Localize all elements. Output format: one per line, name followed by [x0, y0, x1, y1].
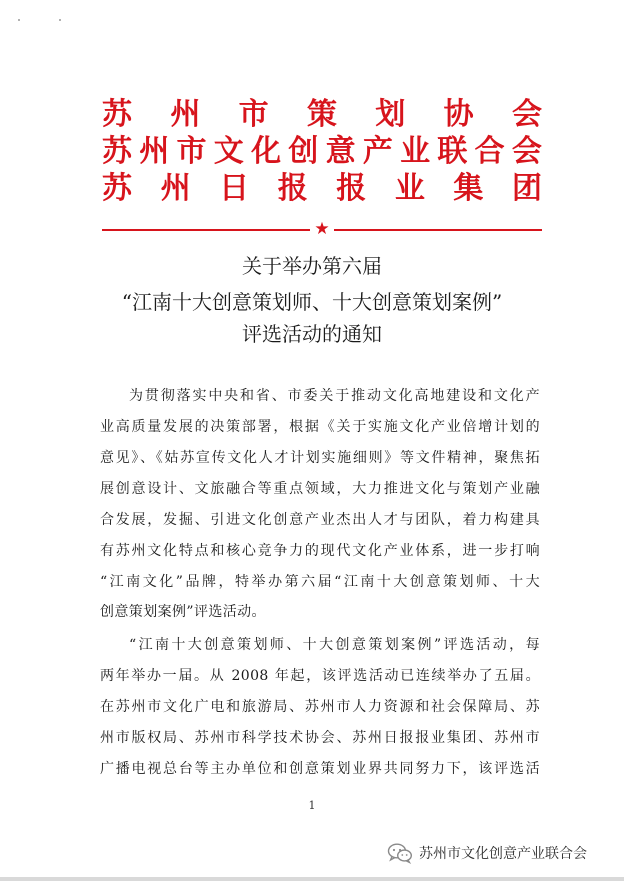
org-name-char: 苏 [102, 97, 132, 132]
wechat-watermark [387, 842, 587, 864]
paragraph-line: 有苏州文化特点和核心竞争力的现代文化产业体系，进一步打响 [100, 543, 540, 559]
org-name-char: 合 [474, 134, 505, 169]
watermark-account-name: 苏州市文化创意产业联合会 [419, 846, 587, 862]
paragraph-line: 为贯彻落实中央和省、市委关于推动文化高地建设和文化产 [129, 388, 540, 404]
org-name-planning-association [102, 97, 542, 133]
org-name-char: 会 [511, 134, 542, 169]
org-name-char: 州 [139, 134, 170, 169]
org-name-char: 苏 [102, 171, 132, 206]
org-name-char: 文 [213, 134, 244, 169]
paragraph-line: 两年举办一届。从 2008 年起，该评选活动已连续举办了五届。 [100, 668, 540, 684]
divider-line-right [334, 229, 542, 231]
org-name-char: 市 [238, 97, 269, 132]
org-name-char: 州 [160, 171, 191, 206]
scan-speck [18, 19, 20, 21]
org-name-char: 化 [251, 134, 282, 169]
paragraph-line: 意见》、《姑苏宣传文化人才计划实施细则》等文件精神，聚焦拓 [100, 450, 540, 466]
org-name-char: 日 [219, 171, 250, 206]
org-name-char: 苏 [102, 134, 132, 169]
paragraph-line: 创意策划案例”评选活动。 [100, 604, 266, 620]
org-name-char: 创 [288, 134, 319, 169]
org-name-char: 报 [277, 171, 308, 206]
org-name-char: 联 [437, 134, 468, 169]
org-name-suzhou-daily-group [102, 171, 542, 207]
org-name-char: 报 [336, 171, 367, 206]
scan-bottom-edge [0, 877, 624, 881]
paragraph-line: 展创意设计、文旅融合等重点领域，大力推进文化与策划产业融 [100, 481, 540, 497]
org-name-char: 市 [176, 134, 207, 169]
org-name-char: 业 [394, 171, 425, 206]
scan-speck [59, 19, 61, 21]
divider-line-left [102, 229, 310, 231]
paragraph-line: 广播电视总台等主办单位和创意策划业界共同努力下，该评选活 [100, 761, 540, 777]
org-name-char: 协 [443, 97, 474, 132]
org-name-char: 集 [453, 171, 484, 206]
org-name-char: 产 [362, 134, 393, 169]
org-name-char: 业 [400, 134, 431, 169]
paragraph-line: 在苏州市文化广电和旅游局、苏州市人力资源和社会保障局、苏 [100, 699, 540, 715]
org-name-char: 策 [306, 97, 337, 132]
paragraph-line: 业高质量发展的决策部署，根据《关于实施文化产业倍增计划的 [100, 419, 540, 435]
page-number: 1 [308, 799, 316, 812]
title-line-2: “江南十大创意策划师、十大创意策划案例” [121, 290, 503, 314]
wechat-icon [387, 842, 413, 864]
org-name-char: 划 [375, 97, 406, 132]
org-name-char: 团 [511, 171, 542, 206]
org-name-char: 意 [325, 134, 356, 169]
paragraph-line: 州市版权局、苏州市科学技术协会、苏州日报报业集团、苏州市 [100, 730, 540, 746]
star-icon: ★ [314, 219, 330, 239]
org-name-creative-industry-federation [102, 134, 542, 170]
org-name-char: 会 [511, 97, 542, 132]
title-line-1: 关于举办第六届 [242, 254, 382, 278]
paragraph-line: “江南文化”品牌，特举办第六届“江南十大创意策划师、十大 [100, 574, 540, 590]
red-divider [102, 219, 542, 239]
title-line-3: 评选活动的通知 [242, 322, 382, 346]
paragraph-line: “江南十大创意策划师、十大创意策划案例”评选活动，每 [129, 637, 540, 653]
paragraph-line: 合发展，发掘、引进文化创意产业杰出人才与团队，着力构建具 [100, 512, 540, 528]
org-name-char: 州 [170, 97, 201, 132]
